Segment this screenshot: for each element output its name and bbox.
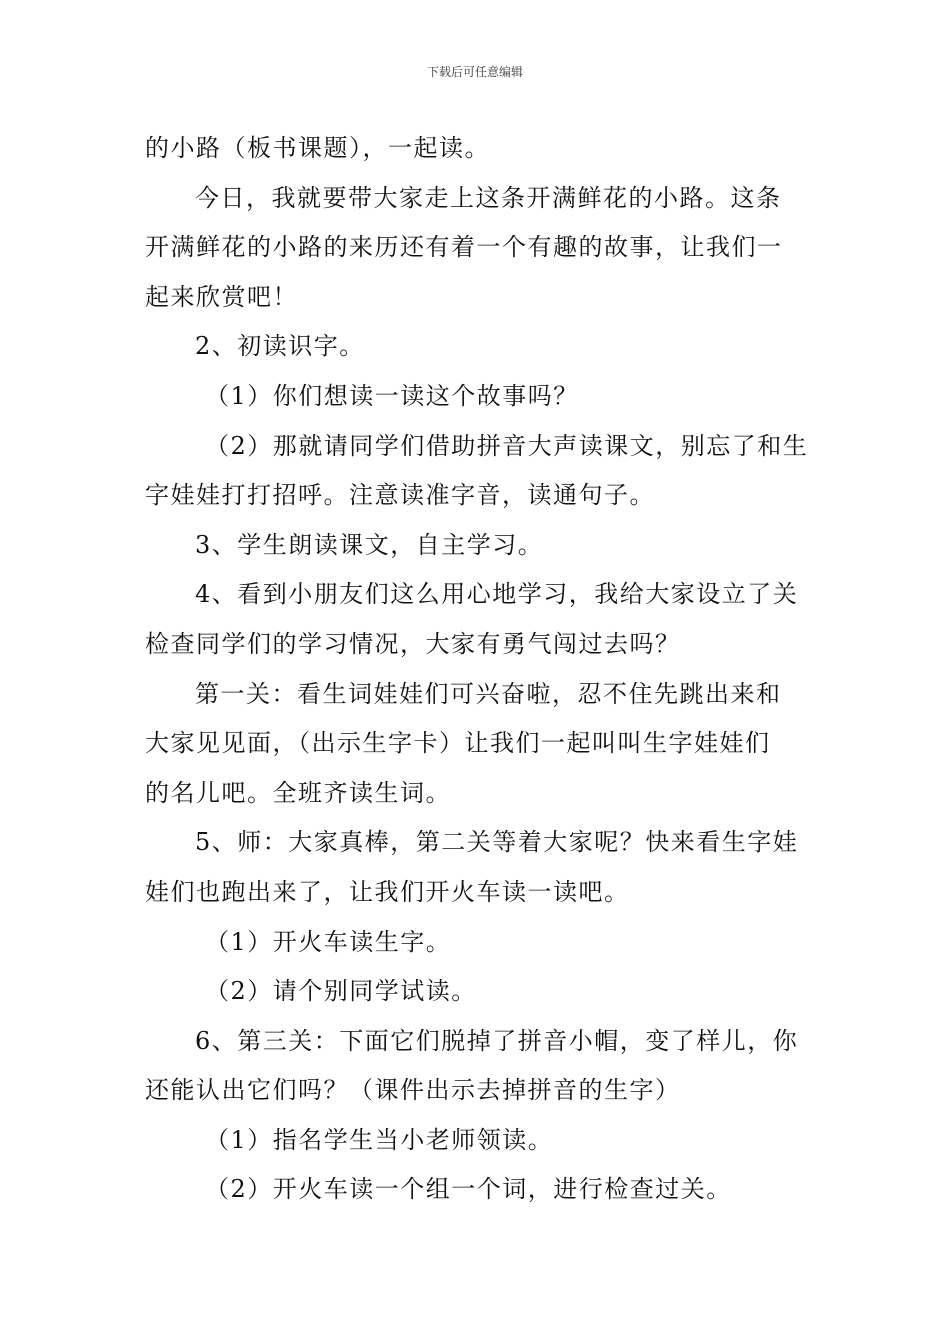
text-line: 检查同学们的学习情况，大家有勇气闯过去吗？ [145, 629, 681, 658]
section-heading: 2、初读识字。 [195, 332, 365, 361]
text-line: （1）你们想读一读这个故事吗？ [205, 381, 579, 410]
text-line: （1）指名学生当小老师领读。 [205, 1125, 554, 1154]
text-line: 的名儿吧。全班齐读生词。 [145, 778, 451, 807]
text-line: 4、看到小朋友们这么用心地学习，我给大家设立了关 [195, 580, 799, 609]
text-line: 还能认出它们吗？（课件出示去掉拼音的生字） [145, 1076, 681, 1105]
text-line: 开满鲜花的小路的来历还有着一个有趣的故事，让我们一 [145, 233, 783, 262]
text-line: （2）开火车读一个组一个词，进行检查过关。 [205, 1175, 732, 1204]
text-line: 5、师：大家真棒，第二关等着大家呢？快来看生字娃 [195, 828, 799, 857]
text-line: （2）请个别同学试读。 [205, 977, 477, 1006]
text-line: 大家见见面，（出示生字卡）让我们一起叫叫生字娃娃们 [145, 729, 771, 758]
text-line: （1）开火车读生字。 [205, 927, 452, 956]
page-header: 下载后可任意编辑 [426, 65, 523, 79]
text-line: 6、第三关：下面它们脱掉了拼音小帽，变了样儿，你 [195, 1026, 799, 1055]
text-line: 今日，我就要带大家走上这条开满鲜花的小路。这条 [195, 183, 782, 212]
text-line: 第一关：看生词娃娃们可兴奋啦，忍不住先跳出来和 [195, 679, 782, 708]
text-line: 娃们也跑出来了，让我们开火车读一读吧。 [145, 877, 630, 906]
document-body [145, 124, 810, 1215]
text-line: （2）那就请同学们借助拼音大声读课文，别忘了和生 [205, 431, 809, 460]
text-line: 的小路（板书课题），一起读。 [145, 134, 490, 162]
text-line: 起来欣赏吧！ [145, 282, 298, 311]
text-line: 字娃娃打打招呼。注意读准字音，读通句子。 [145, 481, 655, 510]
section-heading: 3、学生朗读课文，自主学习。 [195, 530, 544, 559]
